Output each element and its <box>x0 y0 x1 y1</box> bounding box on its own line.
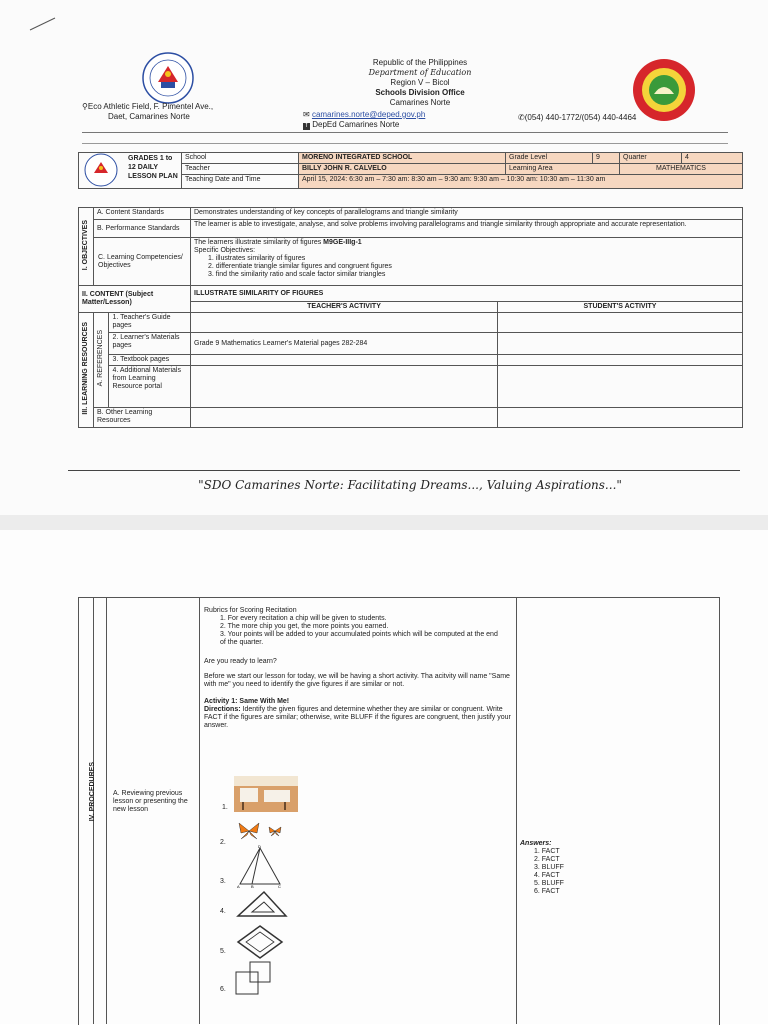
page-gap <box>0 515 768 530</box>
triangles-icon <box>234 844 284 888</box>
rubric-item: 3. Your points will be added to your accumulated points which will be computed at the end of the quarter. <box>220 631 498 646</box>
answer-item: 1. FACT <box>534 848 560 855</box>
phone-row: ✆(054) 440-1772/(054) 440-4464 <box>518 113 637 122</box>
learning-area-label: Learning Area <box>506 164 620 175</box>
item-number: 1. <box>222 804 228 811</box>
school-label: School <box>182 153 299 164</box>
division-logo-icon <box>632 58 696 122</box>
content-standards-label: A. Content Standards <box>94 208 191 220</box>
phone-icon: ✆ <box>518 113 525 122</box>
region-line: Region V – Bicol <box>390 78 450 87</box>
grade-level-value: 9 <box>593 153 620 164</box>
specific-item: 2. differentiate triangle similar figures and congruent figures <box>208 263 392 270</box>
chairs-photo-icon <box>234 776 298 812</box>
content-standards: Demonstrates understanding of key concepts of parallelograms and triangle similarity <box>191 208 743 220</box>
pen-mark <box>28 14 58 34</box>
motto: "SDO Camarines Norte: Facilitating Dreams..., Valuing Aspirations..." <box>198 478 622 492</box>
item-number: 6. <box>220 986 226 993</box>
location-icon: ⚲ <box>82 102 88 111</box>
quarter-value: 4 <box>682 153 743 164</box>
item-number: 4. <box>220 908 226 915</box>
rubric-item: 1. For every recitation a chip will be given to students. <box>220 615 387 622</box>
rubric-item: 2. The more chip you get, the more points you earned. <box>220 623 389 630</box>
specific-item: 3. find the similarity ratio and scale factor similar triangles <box>208 271 386 278</box>
item-number: 3. <box>220 878 226 885</box>
lesson-plan-page-2 <box>0 530 768 1024</box>
svg-text:A: A <box>237 884 240 888</box>
textbook-label: 3. Textbook pages <box>109 355 191 366</box>
procedures-section: IV. PROCEDURES <box>89 762 96 822</box>
answer-item: 6. FACT <box>534 888 560 895</box>
answer-item: 5. BLUFF <box>534 880 564 887</box>
references-label: A. REFERENCES <box>97 330 105 387</box>
performance-standards: The learner is able to investigate, analyse, and solve problems involving parallelograms and triangle similarity through appropriate and accurate representation. <box>191 220 743 238</box>
department-line: Department of Education <box>368 68 472 77</box>
email-icon: ✉ <box>303 110 310 119</box>
teacher-value: BILLY JOHN R. CALVELO <box>299 164 506 175</box>
answers-label: Answers: <box>520 840 552 847</box>
activity-title: Activity 1: Same With Me! <box>204 698 290 705</box>
competency-line: The learners illustrate similarity of figures M9GE-IIIg-1 <box>194 239 362 246</box>
header-rule <box>82 132 728 133</box>
ready-question: Are you ready to learn? <box>204 658 277 665</box>
facebook-row: f DepEd Camarines Norte <box>303 120 425 130</box>
date-value: April 15, 2024: 6:30 am – 7:30 am: 8:30 am – 9:30 am: 9:30 am – 10:30 am: 10:30 am – 11:30 am <box>299 175 743 189</box>
grades-label: GRADES 1 to 12 DAILY LESSON PLAN <box>125 153 182 189</box>
item-number: 2. <box>220 839 226 846</box>
squares-icon <box>234 960 274 996</box>
butterflies-icon <box>237 821 287 841</box>
content-value: ILLUSTRATE SIMILARITY OF FIGURES <box>191 286 743 302</box>
specific-label: Specific Objectives: <box>194 247 256 254</box>
answer-item: 2. FACT <box>534 856 560 863</box>
info-table <box>78 152 743 189</box>
division-line: Schools Division Office <box>375 88 465 97</box>
nested-triangles-icon <box>234 890 290 920</box>
quarter-label: Quarter <box>620 153 682 164</box>
col-divider-3 <box>199 597 200 1024</box>
rubrics-title: Rubrics for Scoring Recitation <box>204 607 297 614</box>
svg-text:C: C <box>278 884 281 888</box>
svg-text:B: B <box>251 884 254 888</box>
footer-rule <box>68 470 740 471</box>
header-rule-2 <box>82 143 728 144</box>
email-row <box>303 110 425 120</box>
answer-item: 4. FACT <box>534 872 560 879</box>
learner-materials-label: 2. Learner's Materials pages <box>109 333 191 355</box>
answer-item: 3. BLUFF <box>534 864 564 871</box>
objectives-table <box>78 207 743 428</box>
student-activity-header: STUDENT'S ACTIVITY <box>498 302 743 313</box>
specific-item: 1. illustrates similarity of figures <box>208 255 306 262</box>
learning-area-value: MATHEMATICS <box>620 164 743 175</box>
directions: Directions: Identify the given figures and determine whether they are similar or congruent. Write FACT if the figures are similar; otherwise, write BLUFF if the figures are congruent, then justify your answer. <box>204 706 511 729</box>
objectives-section: I. OBJECTIVES <box>82 219 89 271</box>
teacher-guide-label: 1. Teacher's Guide pages <box>109 313 191 333</box>
grade-level-label: Grade Level <box>506 153 593 164</box>
other-resources-label: B. Other Learning Resources <box>94 408 191 428</box>
facebook-icon: f <box>303 123 310 130</box>
school-value: MORENO INTEGRATED SCHOOL <box>299 153 506 164</box>
item-number: 5. <box>220 948 226 955</box>
date-label: Teaching Date and Time <box>182 175 299 189</box>
col-divider-2 <box>106 597 107 1024</box>
address-line-2: Daet, Camarines Norte <box>108 112 190 121</box>
teacher-activity-header: TEACHER'S ACTIVITY <box>191 302 498 313</box>
address-line-1: ⚲Eco Athletic Field, F. Pimentel Ave., <box>82 102 214 111</box>
deped-seal-icon <box>142 52 194 104</box>
competencies-label: C. Learning Competencies/ Objectives <box>94 238 191 286</box>
additional-materials-label: 4. Additional Materials from Learning Resource portal <box>109 366 191 408</box>
province-line: Camarines Norte <box>389 98 451 107</box>
resources-section: III. LEARNING RESOURCES <box>82 322 89 415</box>
col-divider-4 <box>516 597 517 1024</box>
teacher-label: Teacher <box>182 164 299 175</box>
republic-line: Republic of the Philippines <box>372 58 468 67</box>
email-link[interactable]: camarines.norte@deped.gov.ph <box>311 110 426 119</box>
intro-text: Before we start our lesson for today, we will be having a short activity. Tha acitvity will name "Same with me" you need to identify the give figures if are similar or not. <box>204 673 510 688</box>
review-label: A. Reviewing previous lesson or presenting the new lesson <box>113 790 188 813</box>
rhombus-icon <box>234 924 286 962</box>
performance-standards-label: B. Performance Standards <box>94 220 191 238</box>
learner-materials-value: Grade 9 Mathematics Learner's Material pages 282-284 <box>191 333 498 355</box>
content-label: II. CONTENT (Subject Matter/Lesson) <box>79 286 191 313</box>
svg-text:D: D <box>258 844 261 849</box>
